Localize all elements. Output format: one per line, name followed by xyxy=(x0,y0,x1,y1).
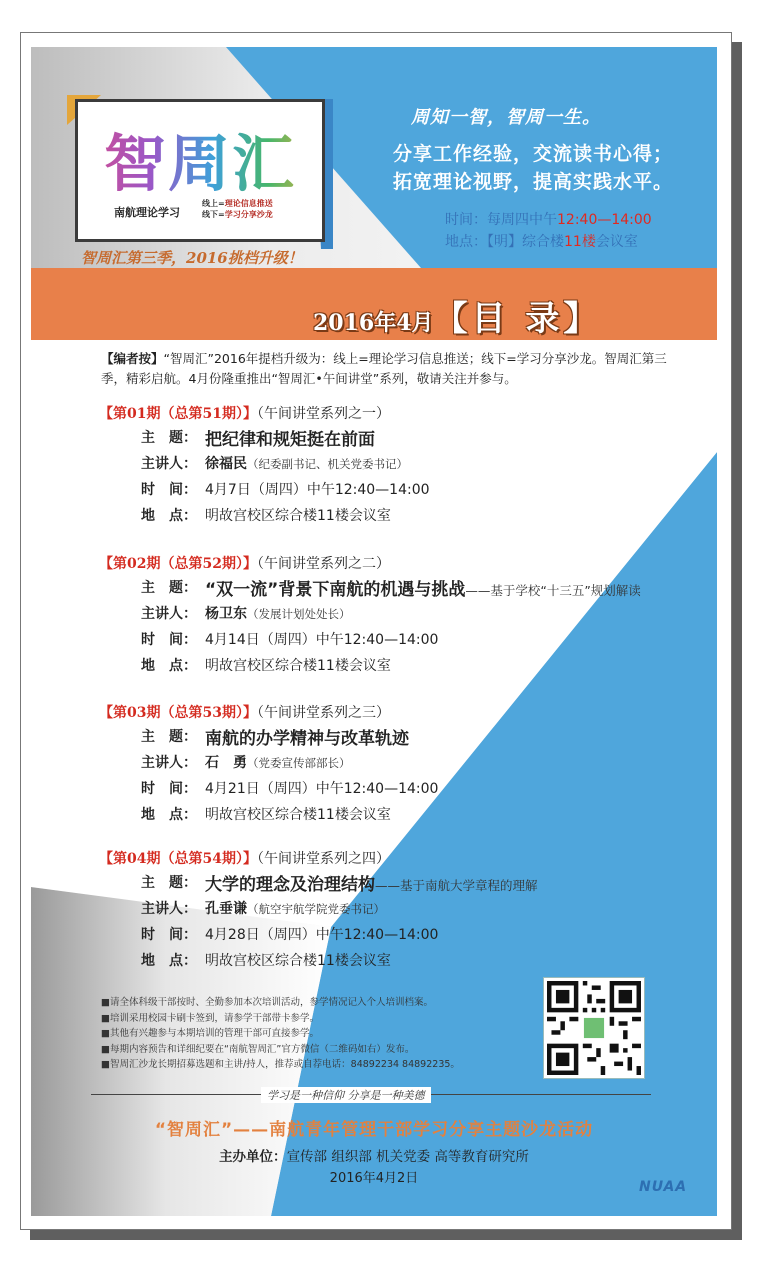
footer-host xyxy=(31,1145,717,1165)
session-place-row xyxy=(99,655,709,681)
speaker-label: 主讲人： xyxy=(141,456,197,472)
speaker-name: 孔垂谦 xyxy=(205,901,247,917)
motto-line-3: 拓宽理论视野，提高实践水平。 xyxy=(393,171,674,193)
host-label: 主办单位： xyxy=(219,1149,287,1165)
schedule-place-label: 地点：【明】综合楼 xyxy=(445,234,564,250)
session-place: 明故宫校区综合楼11楼会议室 xyxy=(205,953,391,969)
footer-title: “智周汇”——南航青年管理干部学习分享主题沙龙活动 xyxy=(154,1120,594,1140)
motto-line-2: 分享工作经验，交流读书心得； xyxy=(393,143,674,165)
speaker-label: 主讲人： xyxy=(141,606,197,622)
notes-list xyxy=(101,995,541,1073)
season-text: 智周汇第三季，2016挑档升级！ xyxy=(81,249,303,267)
session-speaker-row xyxy=(99,453,709,479)
editor-note xyxy=(101,349,681,389)
session-tag: 【第04期（总第54期）】 xyxy=(99,851,257,867)
topic-label: 主 题： xyxy=(141,580,197,596)
session-time-row xyxy=(99,629,709,655)
logo-offline-text: 学习分享沙龙 xyxy=(224,210,273,219)
note-item: ■每期内容预告和详细纪要在“南航智周汇”官方微信（二维码如右）发布。 xyxy=(101,1043,415,1055)
session-topic-row xyxy=(99,872,709,898)
session-time: 4月21日（周四）中午12:40—14:00 xyxy=(205,781,439,797)
session-header xyxy=(99,403,709,427)
time-label: 时 间： xyxy=(141,927,197,943)
session-header xyxy=(99,553,709,577)
topic-subtext: ——基于学校“十三五”规划解读 xyxy=(465,583,641,598)
note-item: ■培训采用校园卡刷卡签到，请参学干部带卡参学。 xyxy=(101,1012,319,1024)
logo-subtitle: 南航理论学习 xyxy=(114,206,180,219)
slogan: 学习是一种信仰 分享是一种美德 xyxy=(261,1087,431,1103)
topic-text: 大学的理念及治理结构 xyxy=(205,875,375,895)
logo xyxy=(75,99,325,242)
place-label: 地 点： xyxy=(141,508,197,524)
logo-title: 智周汇 xyxy=(78,114,322,203)
nuaa-logo: NUAA xyxy=(639,1179,688,1195)
session-tag: 【第01期（总第51期）】 xyxy=(99,406,257,422)
motto-line-1: 周知一智，智周一生。 xyxy=(411,107,601,128)
session-time: 4月7日（周四）中午12:40—14:00 xyxy=(205,482,430,498)
session-topic xyxy=(205,870,538,895)
topic-text: 把纪律和规矩挺在前面 xyxy=(205,430,375,450)
time-label: 时 间： xyxy=(141,632,197,648)
schedule-place-floor: 11楼 xyxy=(564,234,596,250)
schedule-place-rest: 会议室 xyxy=(595,234,638,250)
place-label: 地 点： xyxy=(141,953,197,969)
editor-note-text: “智周汇”2016年提档升级为：线上=理论学习信息推送；线下=学习分享沙龙。智周汇第三季，精彩启航。4月份隆重推出“智周汇•午间讲堂”系列，敬请关注并参与。 xyxy=(101,351,667,386)
session-speaker xyxy=(205,603,351,623)
time-label: 时 间： xyxy=(141,482,197,498)
session-place-row xyxy=(99,505,709,531)
logo-taglines xyxy=(202,198,273,220)
topic-text: 南航的办学精神与改革轨迹 xyxy=(205,729,409,749)
schedule-time xyxy=(445,209,652,229)
speaker-label: 主讲人： xyxy=(141,755,197,771)
note-item: ■其他有兴趣参与本期培训的管理干部可直接参学。 xyxy=(101,1028,319,1039)
time-label: 时 间： xyxy=(141,781,197,797)
topic-label: 主 题： xyxy=(141,875,197,891)
note-item: ■请全体科级干部按时、全勤参加本次培训活动，参学情况记入个人培训档案。 xyxy=(101,997,433,1008)
topic-label: 主 题： xyxy=(141,430,197,446)
session-time: 4月14日（周四）中午12:40—14:00 xyxy=(205,632,439,648)
topic-text: “双一流”背景下南航的机遇与挑战 xyxy=(205,580,466,600)
speaker-title: （纪委副书记、机关党委书记） xyxy=(247,457,408,471)
speaker-name: 石 勇 xyxy=(205,755,247,771)
host-units: 宣传部 组织部 机关党委 高等教育研究所 xyxy=(286,1149,529,1165)
place-label: 地 点： xyxy=(141,658,197,674)
session-series: （午间讲堂系列之一） xyxy=(256,406,390,422)
session-header xyxy=(99,702,709,726)
speaker-label: 主讲人： xyxy=(141,901,197,917)
session-topic xyxy=(205,724,409,749)
speaker-name: 杨卫东 xyxy=(205,606,247,622)
place-label: 地 点： xyxy=(141,807,197,823)
logo-online-prefix: 线上= xyxy=(202,199,225,208)
session-time-row xyxy=(99,778,709,804)
session-speaker xyxy=(205,752,351,772)
speaker-title: （航空宇航学院党委书记） xyxy=(247,902,385,916)
schedule-time-value: 12:40—14:00 xyxy=(557,212,652,228)
banner-heading: 【目 录】 xyxy=(433,299,602,339)
session-place: 明故宫校区综合楼11楼会议室 xyxy=(205,508,391,524)
session-1 xyxy=(99,403,709,531)
session-speaker-row xyxy=(99,603,709,629)
speaker-title: （发展计划处处长） xyxy=(247,607,351,621)
session-series: （午间讲堂系列之四） xyxy=(256,851,390,867)
note-item: ■智周汇沙龙长期招募选题和主讲/持人，推荐或自荐电话：84892234 84892235。 xyxy=(101,1059,460,1070)
session-place: 明故宫校区综合楼11楼会议室 xyxy=(205,807,391,823)
session-place-row xyxy=(99,950,709,976)
session-speaker-row xyxy=(99,898,709,924)
schedule-time-label: 时间：每周四中午 xyxy=(445,212,557,228)
qr-code-icon xyxy=(547,981,641,1075)
editor-note-tag: 【编者按】 xyxy=(101,351,164,366)
qr-code xyxy=(544,978,644,1078)
session-topic-row xyxy=(99,577,709,603)
session-topic xyxy=(205,575,641,600)
logo-offline-prefix: 线下= xyxy=(202,210,225,219)
speaker-title: （党委宣传部部长） xyxy=(247,756,351,770)
session-time-row xyxy=(99,924,709,950)
session-speaker xyxy=(205,898,385,918)
session-place: 明故宫校区综合楼11楼会议室 xyxy=(205,658,391,674)
topic-subtext: ——基于南航大学章程的理解 xyxy=(375,878,538,893)
session-3 xyxy=(99,702,709,830)
session-tag: 【第02期（总第52期）】 xyxy=(99,556,257,572)
session-2 xyxy=(99,553,709,681)
topic-label: 主 题： xyxy=(141,729,197,745)
session-topic-row xyxy=(99,726,709,752)
banner-date: 2016年4月 xyxy=(313,310,434,336)
poster xyxy=(31,47,717,1216)
speaker-name: 徐福民 xyxy=(205,456,247,472)
logo-online-text: 理论信息推送 xyxy=(224,199,273,208)
schedule-place xyxy=(445,231,638,251)
session-topic xyxy=(205,425,375,450)
session-time: 4月28日（周四）中午12:40—14:00 xyxy=(205,927,439,943)
session-speaker xyxy=(205,453,408,473)
session-4 xyxy=(99,848,709,976)
session-tag: 【第03期（总第53期）】 xyxy=(99,705,257,721)
footer-date: 2016年4月2日 xyxy=(329,1171,419,1186)
session-series: （午间讲堂系列之二） xyxy=(256,556,390,572)
session-place-row xyxy=(99,804,709,830)
session-time-row xyxy=(99,479,709,505)
session-speaker-row xyxy=(99,752,709,778)
session-topic-row xyxy=(99,427,709,453)
session-header xyxy=(99,848,709,872)
session-series: （午间讲堂系列之三） xyxy=(256,705,390,721)
banner-title xyxy=(313,291,601,340)
